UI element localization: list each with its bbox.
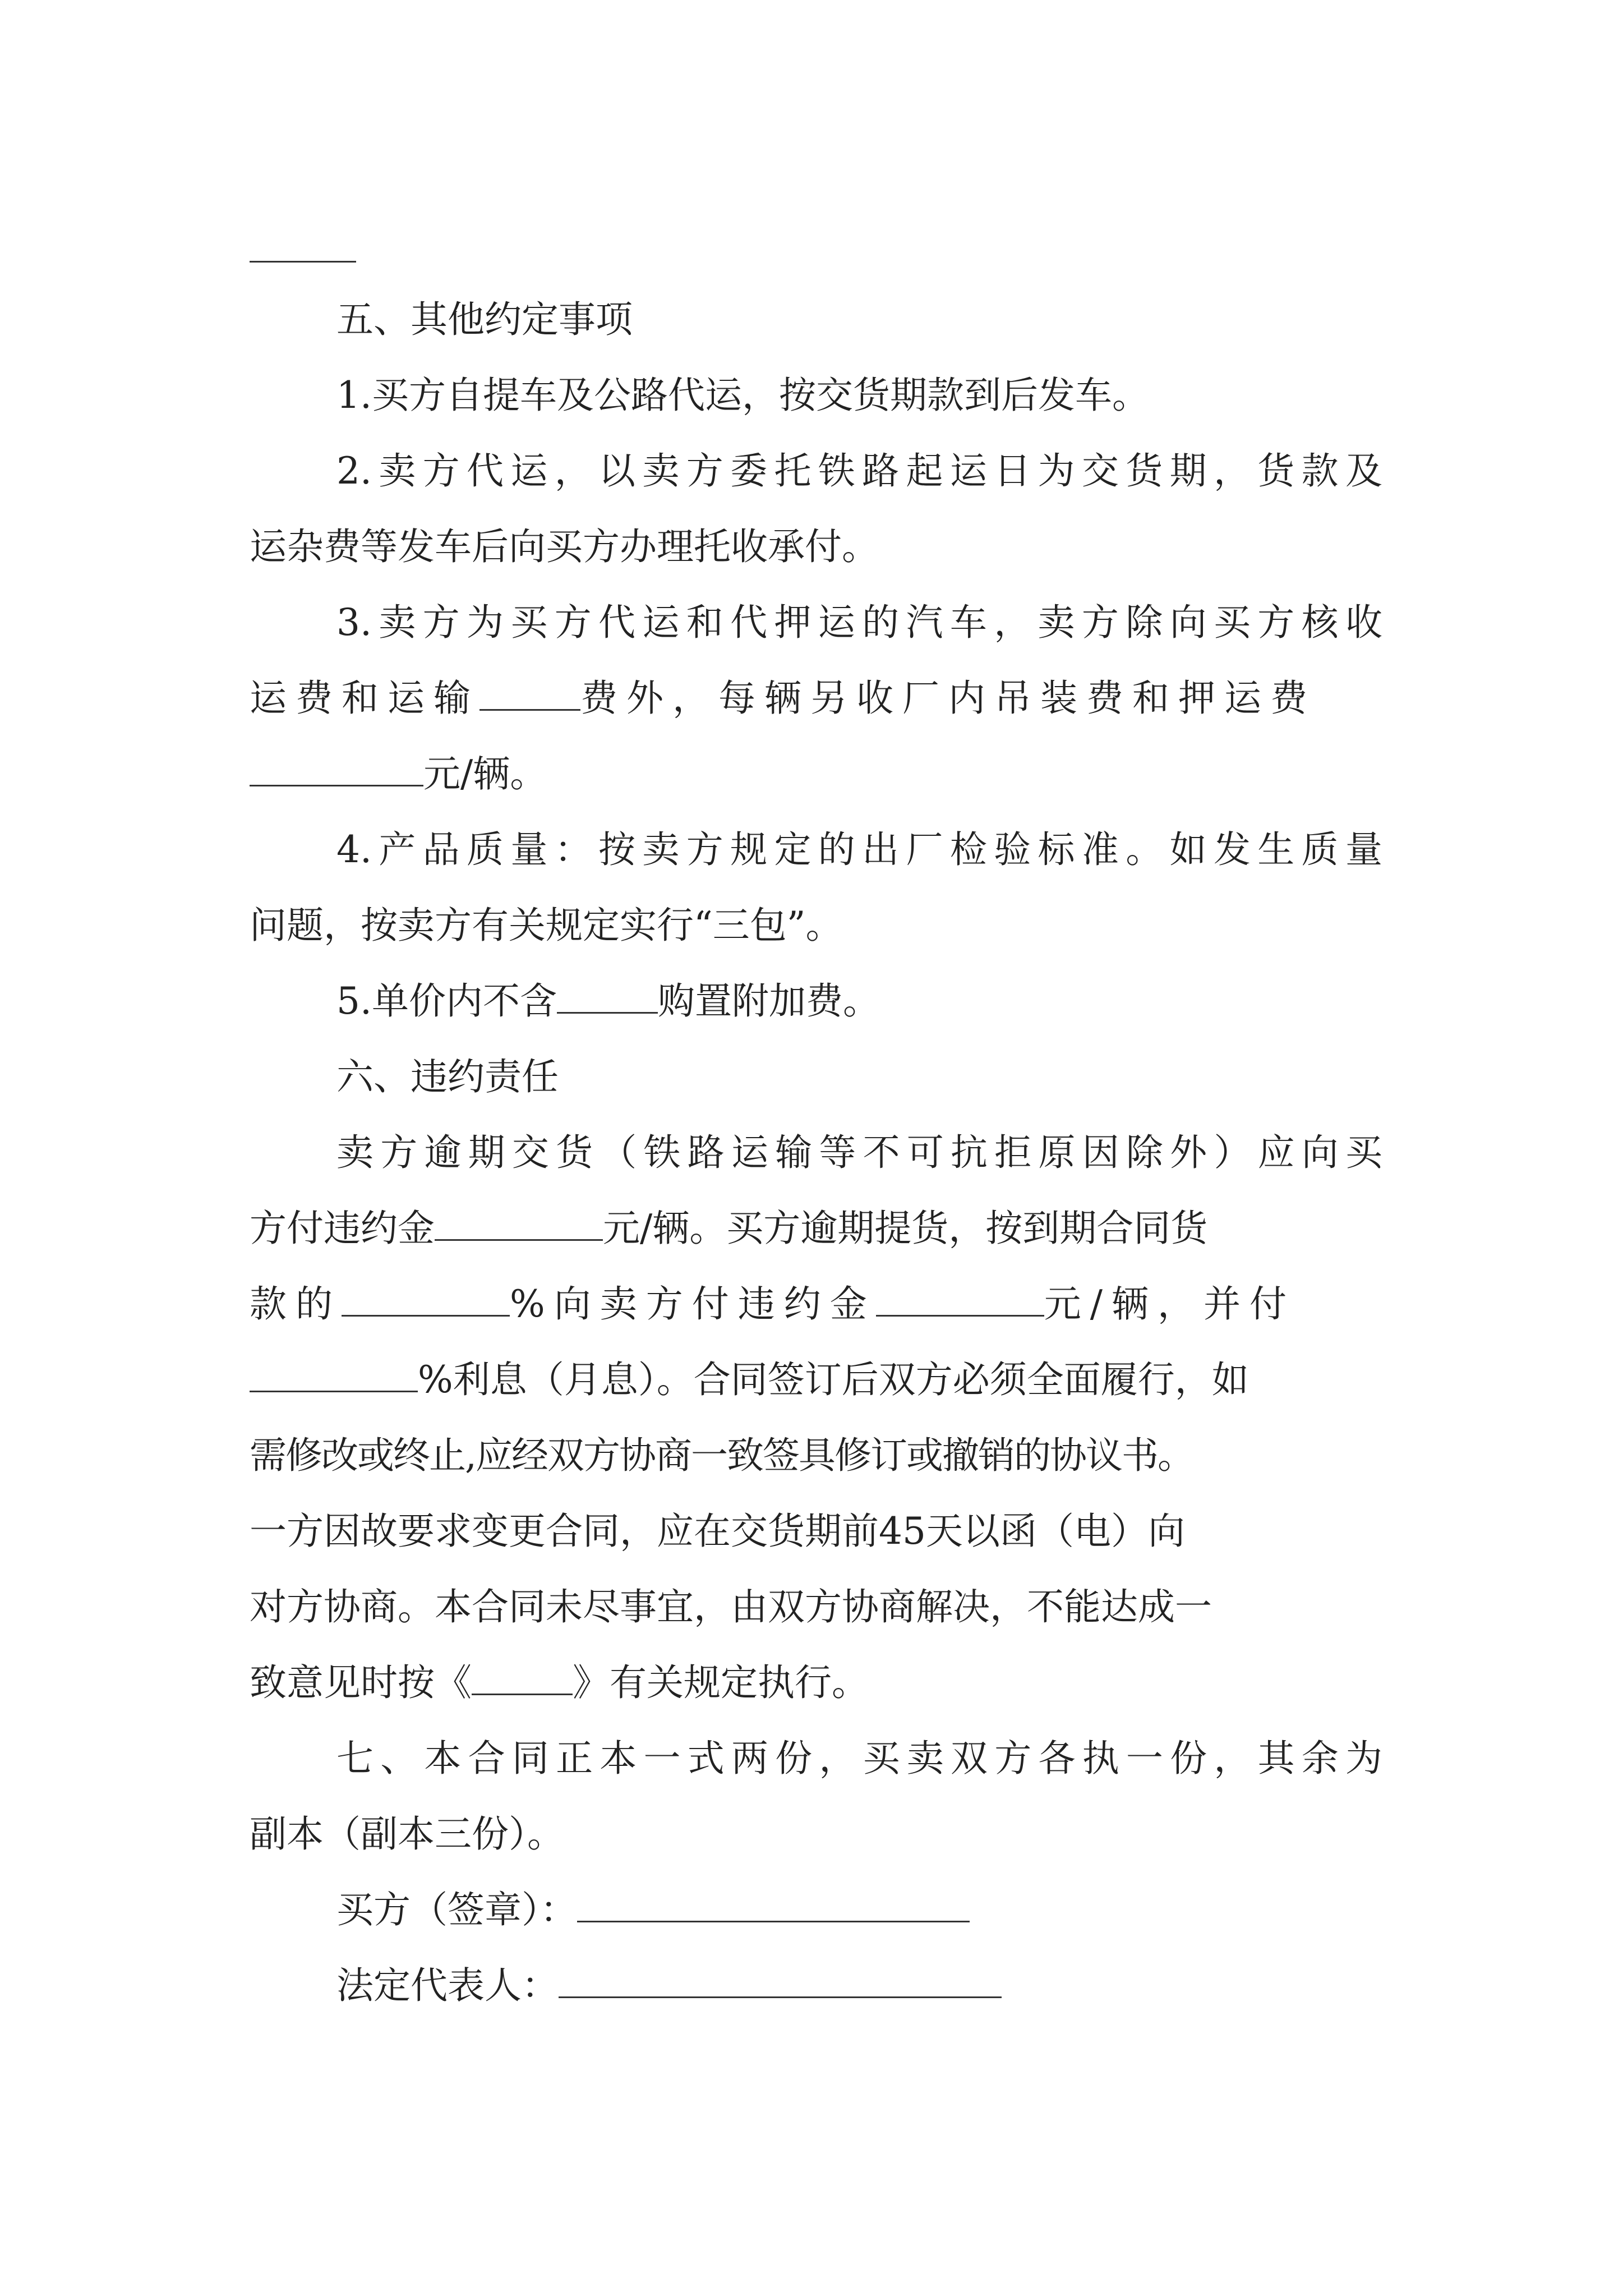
clause-3-line-2: 运费和运输 费外，每辆另收厂内吊装费和押运费 (250, 677, 1316, 720)
fill-blank (479, 676, 580, 711)
legal-representative-line: 法定代表人： (336, 1958, 1382, 2014)
liability-line-3: 款的 %向卖方付违约金 元/辆，并付 (250, 1282, 1295, 1326)
section-copies-line-2: 副本（副本三份）。 (250, 1812, 564, 1856)
clause-4-line-2: 问题，按卖方有关规定实行“三包”。 (250, 904, 843, 947)
clause-2-line-1: 2.卖方代运，以卖方委托铁路起运日为交货期，货款及 (336, 449, 1382, 493)
buyer-signature-blank (577, 1888, 970, 1922)
clause-1: 1.买方自提车及公路代运，按交货期款到后发车。 (336, 374, 1149, 417)
liability-line-5: 需修改或终止,应经双方协商一致签具修订或撤销的协议书。 (250, 1434, 1193, 1477)
fill-blank (435, 1206, 603, 1241)
buyer-signature-line: 买方（签章）： (336, 1882, 1382, 1938)
liability-line-7: 对方协商。本合同未尽事宜，由双方协商解决，不能达成一 (250, 1585, 1212, 1628)
clause-2-line-2: 运杂费等发车后向买方办理托收承付。 (250, 525, 879, 568)
section-heading-liability: 六、违约责任 (336, 1055, 559, 1098)
fill-blank (250, 1358, 418, 1392)
legal-representative-blank (559, 1963, 1002, 1998)
fill-blank (342, 1282, 510, 1317)
liability-line-1: 卖方逾期交货（铁路运输等不可抗拒原因除外）应向买 (336, 1131, 1382, 1174)
liability-line-6: 一方因故要求变更合同，应在交货期前45天以函（电）向 (250, 1510, 1185, 1553)
section-copies-line-1: 七、本合同正本一式两份，买卖双方各执一份，其余为 (336, 1737, 1382, 1780)
section-heading-other-terms: 五、其他约定事项 (336, 298, 633, 341)
clause-3-line-3: 元/辆。 (250, 746, 1382, 802)
fill-blank (876, 1282, 1044, 1317)
continuation-blank-line (250, 261, 356, 263)
liability-line-4: %利息（月息）。合同签订后双方必须全面履行，如 (250, 1352, 1382, 1408)
clause-5: 5.单价内不含 购置附加费。 (336, 979, 880, 1023)
clause-3-line-1: 3.卖方为买方代运和代押运的汽车，卖方除向买方核收 (336, 601, 1382, 644)
liability-line-2: 方付违约金 元/辆。买方逾期提货，按到期合同货 (250, 1207, 1208, 1250)
fill-blank (557, 979, 658, 1014)
fill-blank (250, 752, 423, 786)
liability-line-8: 致意见时按《 》有关规定执行。 (250, 1661, 869, 1704)
clause-4-line-1: 4.产品质量：按卖方规定的出厂检验标准。如发生质量 (336, 828, 1382, 871)
fill-blank (472, 1660, 573, 1695)
